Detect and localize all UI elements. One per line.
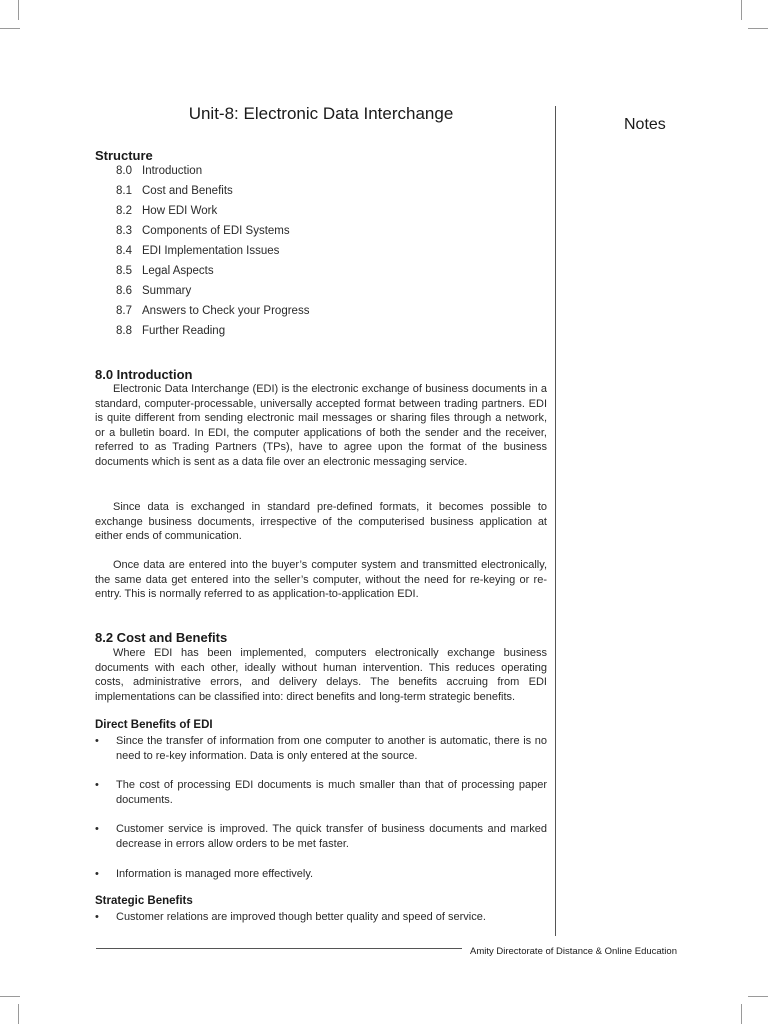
- structure-item-label: Summary: [142, 285, 192, 297]
- structure-item: [116, 183, 309, 203]
- structure-item-number: 8.5: [116, 265, 132, 277]
- footer-text: Amity Directorate of Distance & Online Education: [470, 946, 677, 957]
- intro-paragraph: Electronic Data Interchange (EDI) is the electronic exchange of business documents in a standard, computer-processable, universally accepted format between trading partners. EDI is quite different from sending electronic mail messages or sharing files through a network, or a bulletin board. In EDI, the computer applications of both the sender and the receiver, referred to as Trading Partners (TPs), have to agree upon the format of the business documents which is sent as a data file over an electronic messaging service.: [95, 383, 547, 468]
- structure-item-label: Cost and Benefits: [142, 185, 233, 197]
- structure-item-label: Further Reading: [142, 325, 226, 337]
- direct-benefits-list: [95, 734, 547, 881]
- list-item: [95, 734, 547, 763]
- structure-item: [116, 283, 309, 303]
- structure-item-label: Introduction: [142, 165, 203, 177]
- margin-divider: [555, 106, 556, 936]
- structure-item-number: 8.6: [116, 285, 132, 297]
- structure-item-number: 8.7: [116, 305, 132, 317]
- crop-mark: [0, 996, 20, 997]
- bullet: •: [95, 867, 99, 880]
- intro-paragraph: Once data are entered into the buyer’s computer system and transmitted electronically, the same data get entered into the seller’s computer, without the need for re-keying or re-entry. This is normally referred to as application-to-application EDI.: [95, 559, 547, 601]
- structure-item-label: EDI Implementation Issues: [142, 245, 280, 257]
- list-item-text: The cost of processing EDI documents is much smaller than that of processing paper documents.: [116, 779, 547, 806]
- section-heading-introduction: 8.0 Introduction: [95, 367, 193, 382]
- list-item: [95, 778, 547, 807]
- structure-item-label: Components of EDI Systems: [142, 225, 290, 237]
- structure-item-number: 8.2: [116, 205, 132, 217]
- list-item-text: Customer service is improved. The quick transfer of business documents and marked decrease in errors allow orders to be met faster.: [116, 823, 547, 850]
- list-item: [95, 822, 547, 851]
- intro-paragraph: Since data is exchanged in standard pre-defined formats, it becomes possible to exchange business documents, irrespective of the computerised business application at either ends of communication.: [95, 501, 547, 543]
- structure-item: [116, 203, 309, 223]
- bullet: •: [95, 911, 99, 923]
- structure-item: [116, 303, 309, 323]
- bullet: •: [95, 823, 99, 836]
- crop-mark: [748, 996, 768, 997]
- page-title: Unit-8: Electronic Data Interchange: [188, 104, 454, 123]
- structure-list: [116, 163, 309, 343]
- section-heading-cost-benefits: 8.2 Cost and Benefits: [95, 630, 228, 645]
- structure-item-number: 8.1: [116, 185, 132, 197]
- list-item: [95, 867, 547, 882]
- structure-item-number: 8.3: [116, 225, 132, 237]
- crop-mark: [741, 0, 742, 20]
- structure-item: [116, 323, 309, 343]
- structure-item: [116, 243, 309, 263]
- crop-mark: [0, 28, 20, 29]
- structure-item-label: Answers to Check your Progress: [142, 305, 310, 317]
- strategic-benefits-list: [95, 910, 547, 925]
- list-item: [95, 910, 547, 925]
- structure-item-number: 8.4: [116, 245, 132, 257]
- footer-rule: [96, 948, 462, 949]
- structure-item-number: 8.8: [116, 325, 132, 337]
- structure-item: [116, 223, 309, 243]
- list-item-text: Customer relations are improved though better quality and speed of service.: [116, 911, 486, 923]
- direct-benefits-heading: Direct Benefits of EDI: [95, 719, 213, 731]
- strategic-benefits-heading: Strategic Benefits: [95, 895, 193, 907]
- crop-mark: [18, 1004, 19, 1024]
- structure-item-number: 8.0: [116, 165, 132, 177]
- bullet: •: [95, 735, 99, 747]
- notes-label: Notes: [624, 116, 666, 133]
- crop-mark: [748, 28, 768, 29]
- structure-item-label: Legal Aspects: [142, 265, 214, 277]
- structure-item-label: How EDI Work: [142, 205, 218, 217]
- cost-paragraph: Where EDI has been implemented, computers electronically exchange business documents with each other, ideally without human intervention. This reduces operating costs, administrative errors, and delivery delays. The benefits accruing from EDI implementations can be classified into: direct benefits and long-term strategic benefits.: [95, 647, 547, 703]
- crop-mark: [18, 0, 19, 20]
- structure-item: [116, 163, 309, 183]
- bullet: •: [95, 779, 99, 792]
- list-item-text: Information is managed more effectively.: [116, 867, 314, 880]
- structure-item: [116, 263, 309, 283]
- list-item-text: Since the transfer of information from one computer to another is automatic, there is no need to re-key information. Data is only entered at the source.: [116, 735, 547, 762]
- crop-mark: [741, 1004, 742, 1024]
- structure-heading: Structure: [95, 148, 153, 163]
